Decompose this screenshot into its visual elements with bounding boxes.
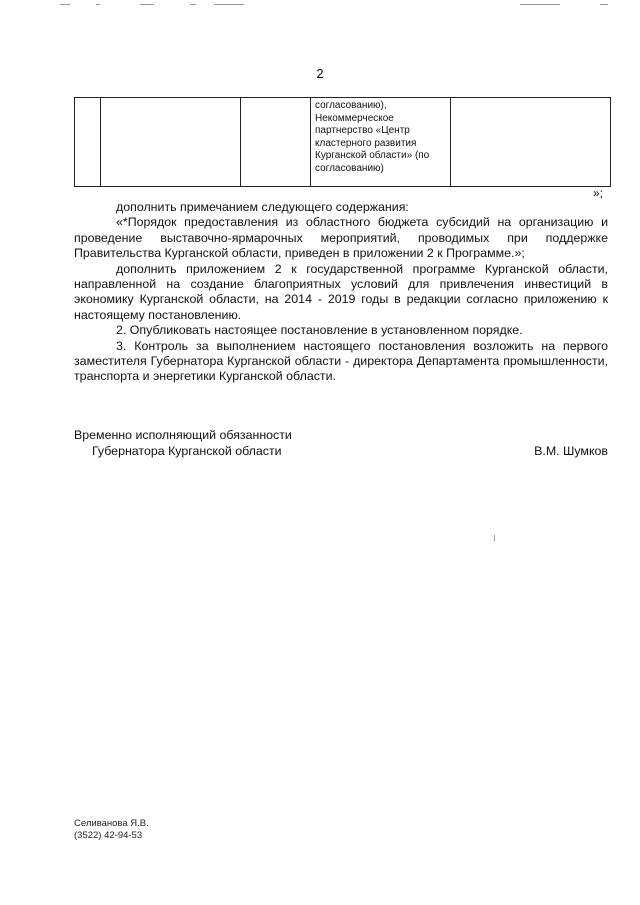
- signatory-title-line1: Временно исполняющий обязанности: [74, 428, 292, 442]
- paragraph: 2. Опубликовать настоящее постановление в установленном порядке.: [116, 323, 523, 338]
- signatory-title-line2: Губернатора Курганской области: [92, 444, 282, 458]
- paragraph: 3. Контроль за выполнением настоящего постановления возложить на первого заместителя Губернатора Курганской области - директора Департамента промышленности, транспорта и энергетики Курганской области.: [74, 338, 608, 384]
- signatory-name: В.М. Шумков: [534, 444, 608, 458]
- table-cell-1: [75, 98, 101, 187]
- scan-speck: [494, 535, 495, 541]
- scan-artifacts: [0, 0, 640, 8]
- footer-phone: (3522) 42-94-53: [74, 830, 143, 841]
- continued-table: [74, 97, 611, 187]
- table-cell-executors: согласованию), Некоммерческое партнерство «Центр кластерного развития Курганской области» (по согласованию): [311, 98, 451, 187]
- table-cell-3: [241, 98, 311, 187]
- page-number: 2: [316, 66, 324, 81]
- closing-quote: »;: [593, 186, 604, 200]
- table-cell-2: [101, 98, 241, 187]
- paragraph: «*Порядок предоставления из областного бюджета субсидий на организацию и проведение выставочно-ярмарочных мероприятий, проводимых при поддержке Правительства Курганской области, приведен в приложении 2 к Программе.»;: [74, 215, 608, 261]
- table-row: [75, 98, 611, 187]
- document-footer: [74, 818, 149, 842]
- paragraph: дополнить приложением 2 к государственной программе Курганской области, направленной на создание благоприятных условий для привлечения инвестиций в экономику Курганской области, на 2014 - 2019 годы в редакции согласно приложению к настоящему постановлению.: [74, 261, 608, 322]
- signature-block: [74, 427, 608, 459]
- footer-author: Селиванова Я.В.: [74, 818, 149, 829]
- table-cell-5: [451, 98, 611, 187]
- body-text: [74, 200, 608, 385]
- paragraph: дополнить примечанием следующего содержания:: [116, 200, 409, 214]
